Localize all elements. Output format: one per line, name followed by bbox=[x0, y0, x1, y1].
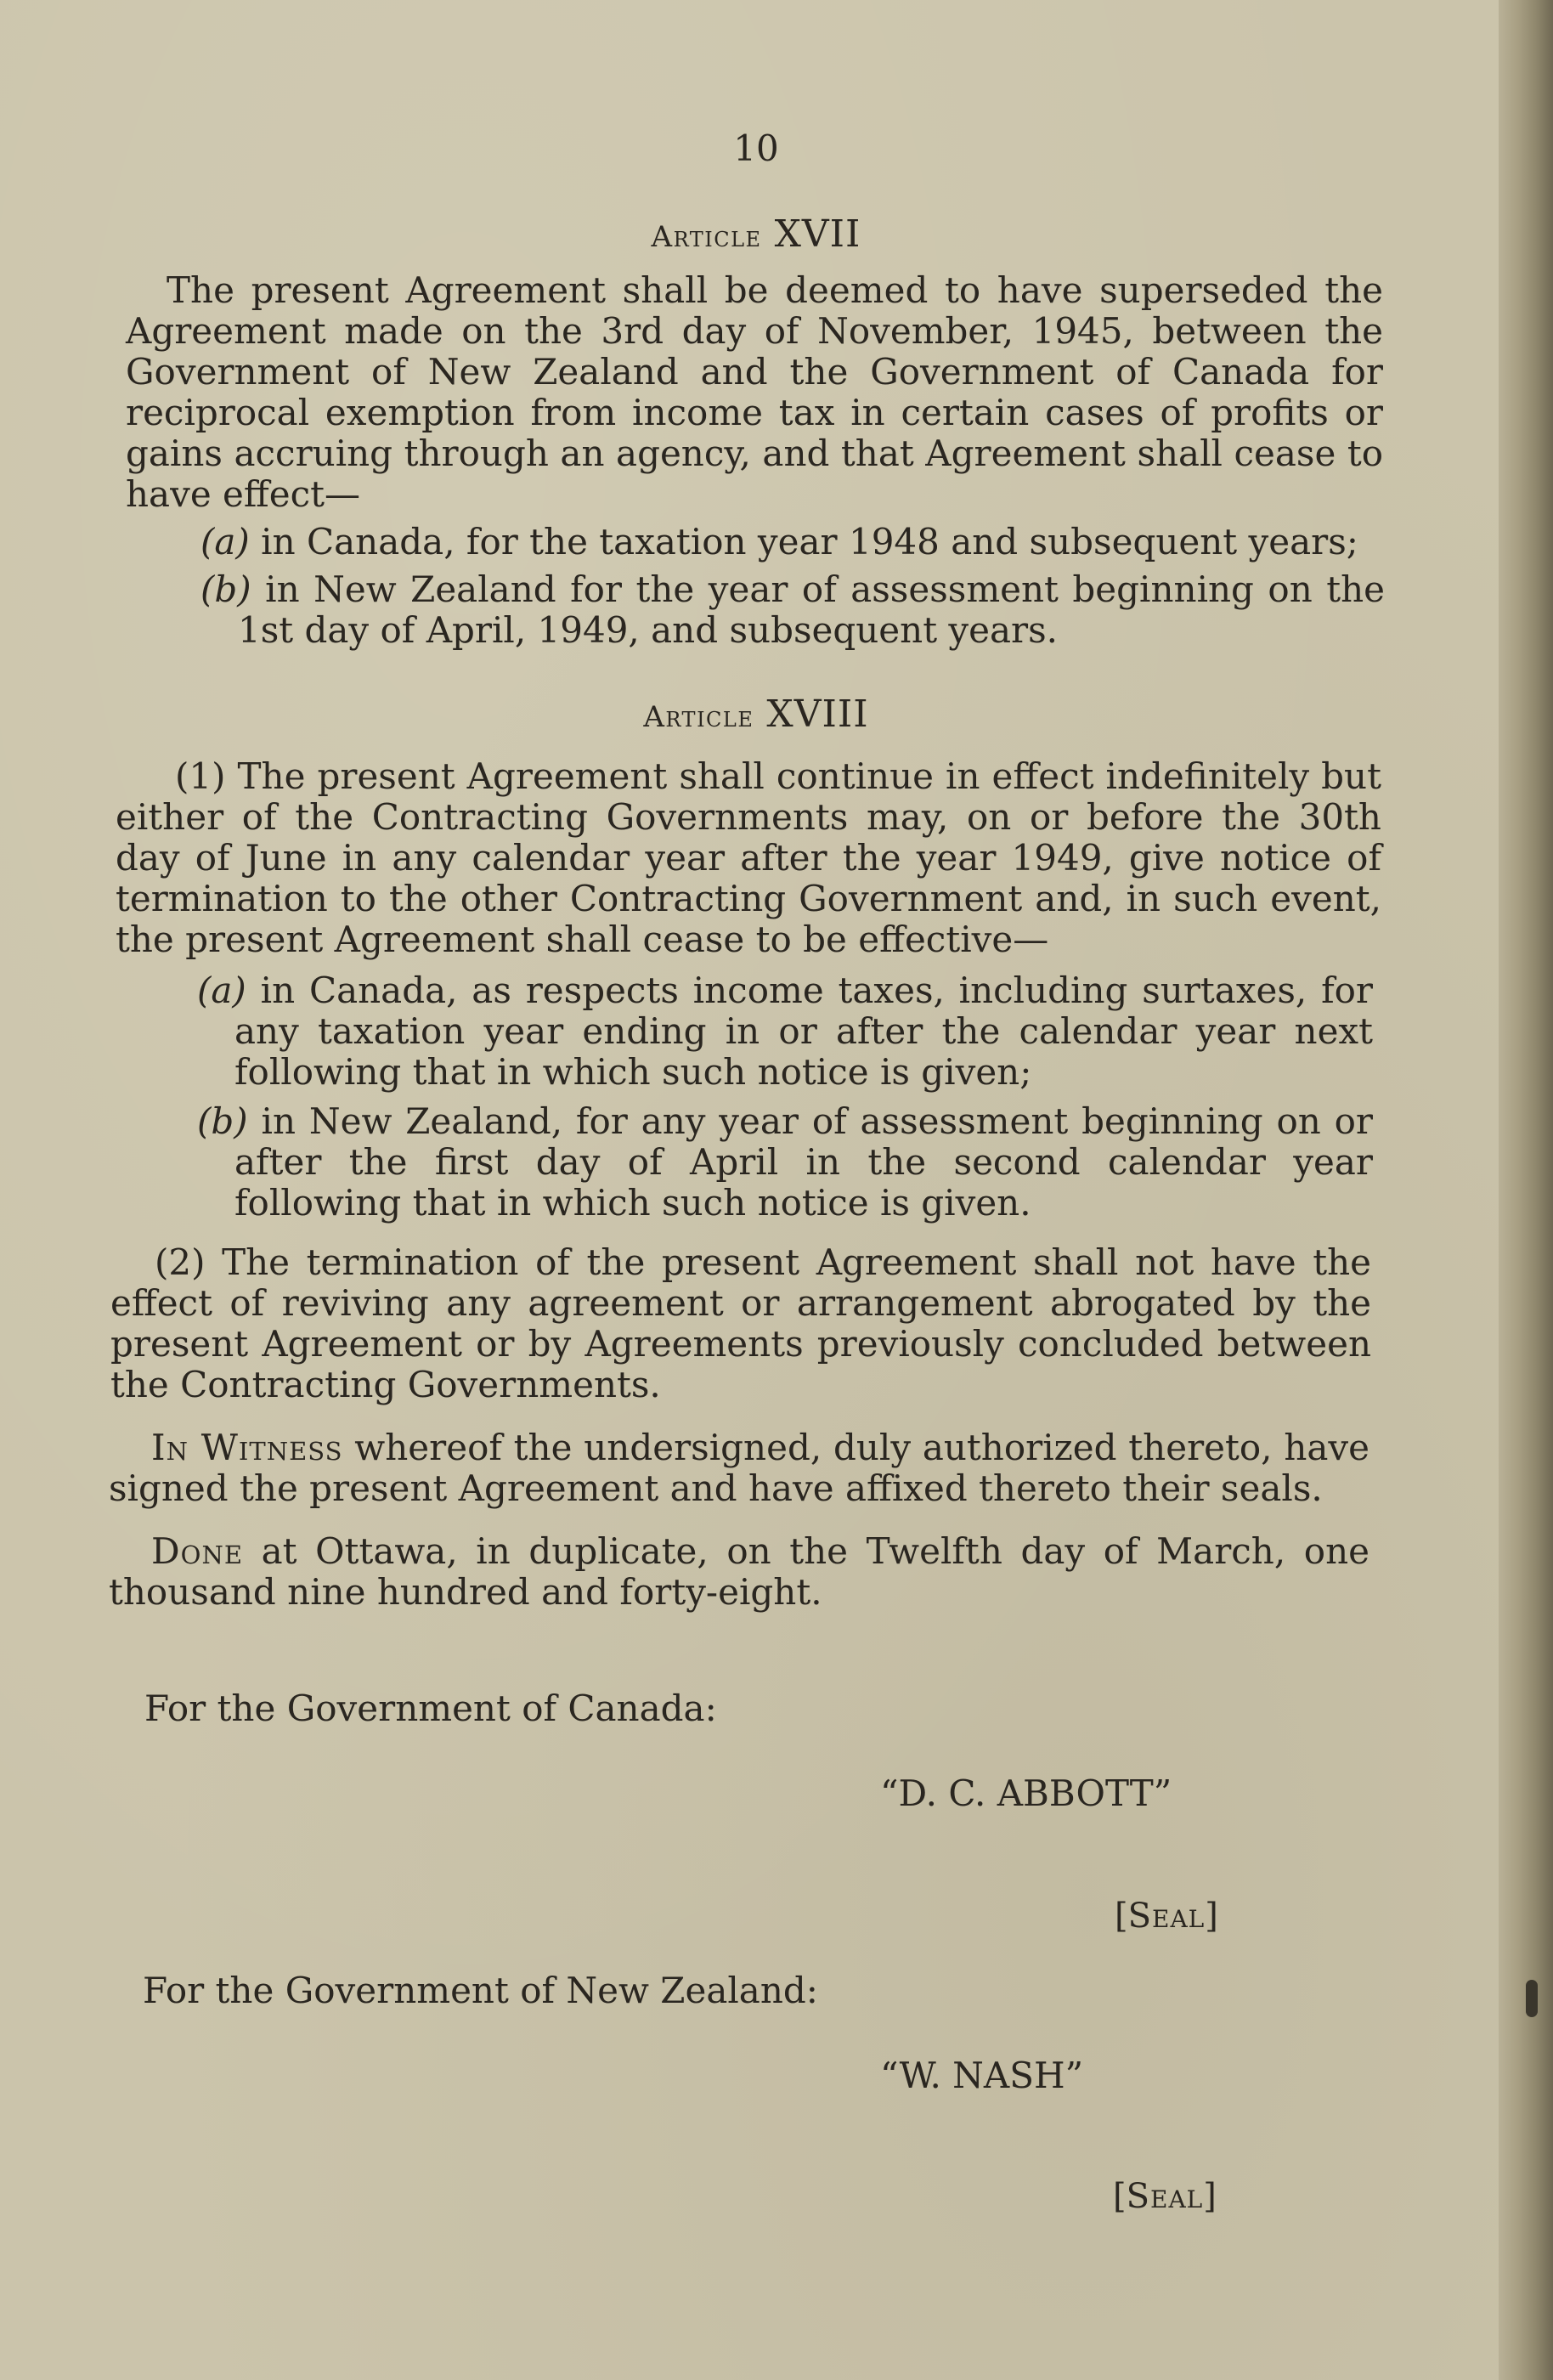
signatory-canada-name: “D. C. ABBOTT” bbox=[880, 1772, 1172, 1814]
article-17-item-b bbox=[200, 568, 1385, 651]
seal-label: Seal bbox=[1126, 2177, 1204, 2216]
signatory-canada-label: For the Government of Canada: bbox=[144, 1687, 717, 1729]
item-label: (a) bbox=[197, 970, 246, 1011]
signatory-new-zealand-name: “W. NASH” bbox=[880, 2055, 1084, 2096]
item-label: (b) bbox=[200, 568, 251, 610]
book-page-edge bbox=[1499, 0, 1553, 2380]
item-text: in Canada, for the taxation year 1948 and subsequent years; bbox=[261, 521, 1358, 562]
signatory-new-zealand-label: For the Government of New Zealand: bbox=[143, 1970, 818, 2011]
done-text: at Ottawa, in duplicate, on the Twelfth day of March, one thousand nine hundred and forty-eight. bbox=[109, 1530, 1369, 1613]
article-17-intro: The present Agreement shall be deemed to have superseded the Agreement made on the 3rd day of November, 1945, between the Government of New Zealand and the Government of Canada for reciprocal exemption from income tax in certain cases of profits or gains accruing through an agency, and that Agreement shall cease to have effect— bbox=[126, 269, 1383, 515]
article-18-para-2: (2) The termination of the present Agreement shall not have the effect of reviving any agreement or arrangement abrogated by the present Agreement or by Agreements previously concluded between the Contracting Governments. bbox=[110, 1241, 1371, 1405]
witness-clause bbox=[109, 1427, 1369, 1509]
item-label: (b) bbox=[197, 1100, 248, 1142]
done-lead: Done bbox=[151, 1530, 243, 1572]
seal-canada: [Seal] bbox=[1115, 1897, 1218, 1936]
article-17-item-a bbox=[200, 521, 1385, 562]
item-text: in New Zealand, for any year of assessment beginning on or after the first day of April in the second calendar year following that in which such notice is given. bbox=[234, 1100, 1373, 1224]
witness-text: whereof the undersigned, duly authorized thereto, have signed the present Agreement and have affixed thereto their seals. bbox=[109, 1427, 1369, 1509]
binding-mark bbox=[1526, 1980, 1538, 2017]
article-word: Article bbox=[651, 220, 762, 254]
seal-label: Seal bbox=[1127, 1897, 1206, 1936]
article-18-item-a bbox=[197, 970, 1373, 1093]
article-17-heading bbox=[425, 212, 1087, 256]
item-text: in Canada, as respects income taxes, including surtaxes, for any taxation year ending in or after the calendar year next following that in which such notice is given; bbox=[234, 970, 1373, 1093]
page-number: 10 bbox=[733, 127, 779, 169]
item-text: in New Zealand for the year of assessment beginning on the 1st day of April, 1949, and subsequent years. bbox=[238, 568, 1385, 651]
article-18-heading bbox=[425, 693, 1087, 736]
article-18-para-1: (1) The present Agreement shall continue in effect indefinitely but either of the Contracting Governments may, on or before the 30th day of June in any calendar year after the year 1949, give notice of termination to the other Contracting Government and, in such event, the present Agreement shall cease to be effective— bbox=[116, 755, 1381, 960]
done-clause bbox=[109, 1531, 1369, 1613]
article-18-item-b bbox=[197, 1100, 1373, 1224]
seal-new-zealand: [Seal] bbox=[1113, 2177, 1217, 2216]
witness-lead: In Witness bbox=[151, 1427, 343, 1468]
item-label: (a) bbox=[200, 521, 250, 562]
article-numeral: XVIII bbox=[766, 693, 869, 736]
article-numeral: XVII bbox=[774, 212, 861, 256]
article-word: Article bbox=[643, 700, 754, 734]
